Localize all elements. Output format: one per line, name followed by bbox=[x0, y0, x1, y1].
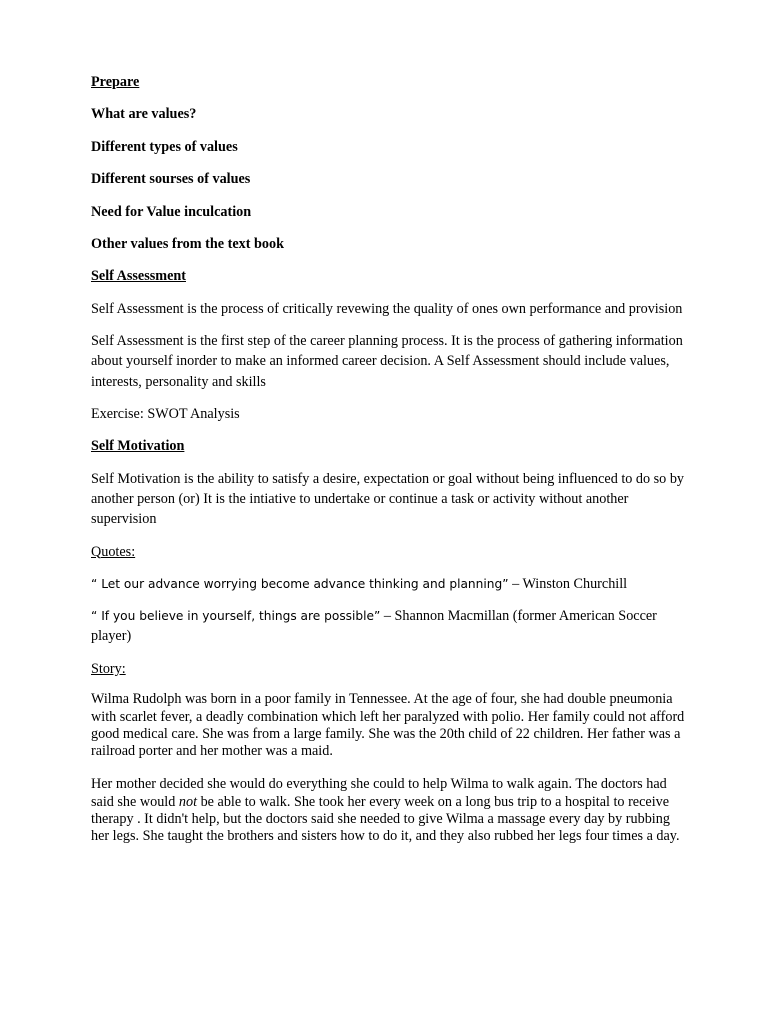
self-assessment-career-step: Self Assessment is the first step of the career planning process. It is the process of gathering information about yourself inorder to make an informed career decision. A Self Assessment should include values, interests, personality and skills bbox=[91, 333, 683, 390]
quote-churchill bbox=[91, 574, 691, 594]
quote-macmillan-text: “ If you believe in yourself, things are possible” bbox=[91, 609, 381, 624]
self-assessment-exercise: Exercise: SWOT Analysis bbox=[91, 405, 240, 422]
self-motivation-definition: Self Motivation is the ability to satisfy a desire, expectation or goal without being influenced to do so by another person (or) It is the intiative to undertake or continue a task or activity without another supervision bbox=[91, 470, 685, 528]
quotes-heading: Quotes: bbox=[91, 543, 136, 560]
quote-macmillan-author: – Shannon Macmillan (former American Soccer player) bbox=[91, 608, 657, 645]
prepare-item-value-inculcation: Need for Value inculcation bbox=[91, 203, 252, 220]
story-paragraph-2 bbox=[91, 776, 691, 845]
quote-macmillan bbox=[91, 606, 691, 646]
story-paragraph-2-start: Her mother decided she would do everything she could to help Wilma to walk again. The doctors had said she would bbox=[91, 776, 667, 810]
self-assessment-definition: Self Assessment is the process of critically revewing the quality of ones own performance and provision bbox=[91, 300, 683, 317]
prepare-heading: Prepare bbox=[91, 74, 140, 90]
story-paragraph-1: Wilma Rudolph was born in a poor family in Tennessee. At the age of four, she had double pneumonia with scarlet fever, a deadly combination which left her paralyzed with polio. Her family could not afford good medical care. She was from a large family. She was the 20th child of 22 children. Her father was a railroad porter and her mother was a maid. bbox=[91, 691, 685, 760]
story-emphasis-not: not bbox=[178, 793, 198, 810]
quote-churchill-author: – Winston Churchill bbox=[508, 575, 628, 592]
self-assessment-heading: Self Assessment bbox=[91, 268, 186, 285]
story-heading: Story: bbox=[91, 660, 126, 677]
prepare-item-what-are-values: What are values? bbox=[91, 106, 197, 123]
prepare-item-other-values: Other values from the text book bbox=[91, 235, 284, 252]
quote-churchill-text: “ Let our advance worrying become advance thinking and planning” bbox=[91, 576, 509, 591]
story-paragraph-2-end: be able to walk. She took her every week on a long bus trip to a hospital to receive therapy . It didn't help, but the doctors said she needed to give Wilma a massage every day by rubbing her legs. She taught the brothers and sisters how to do it, and they also rubbed her legs four times a day. bbox=[91, 793, 680, 845]
document-body bbox=[91, 72, 691, 858]
self-motivation-heading: Self Motivation bbox=[91, 438, 185, 455]
prepare-item-sources-of-values: Different sourses of values bbox=[91, 171, 251, 188]
prepare-item-types-of-values: Different types of values bbox=[91, 138, 238, 155]
